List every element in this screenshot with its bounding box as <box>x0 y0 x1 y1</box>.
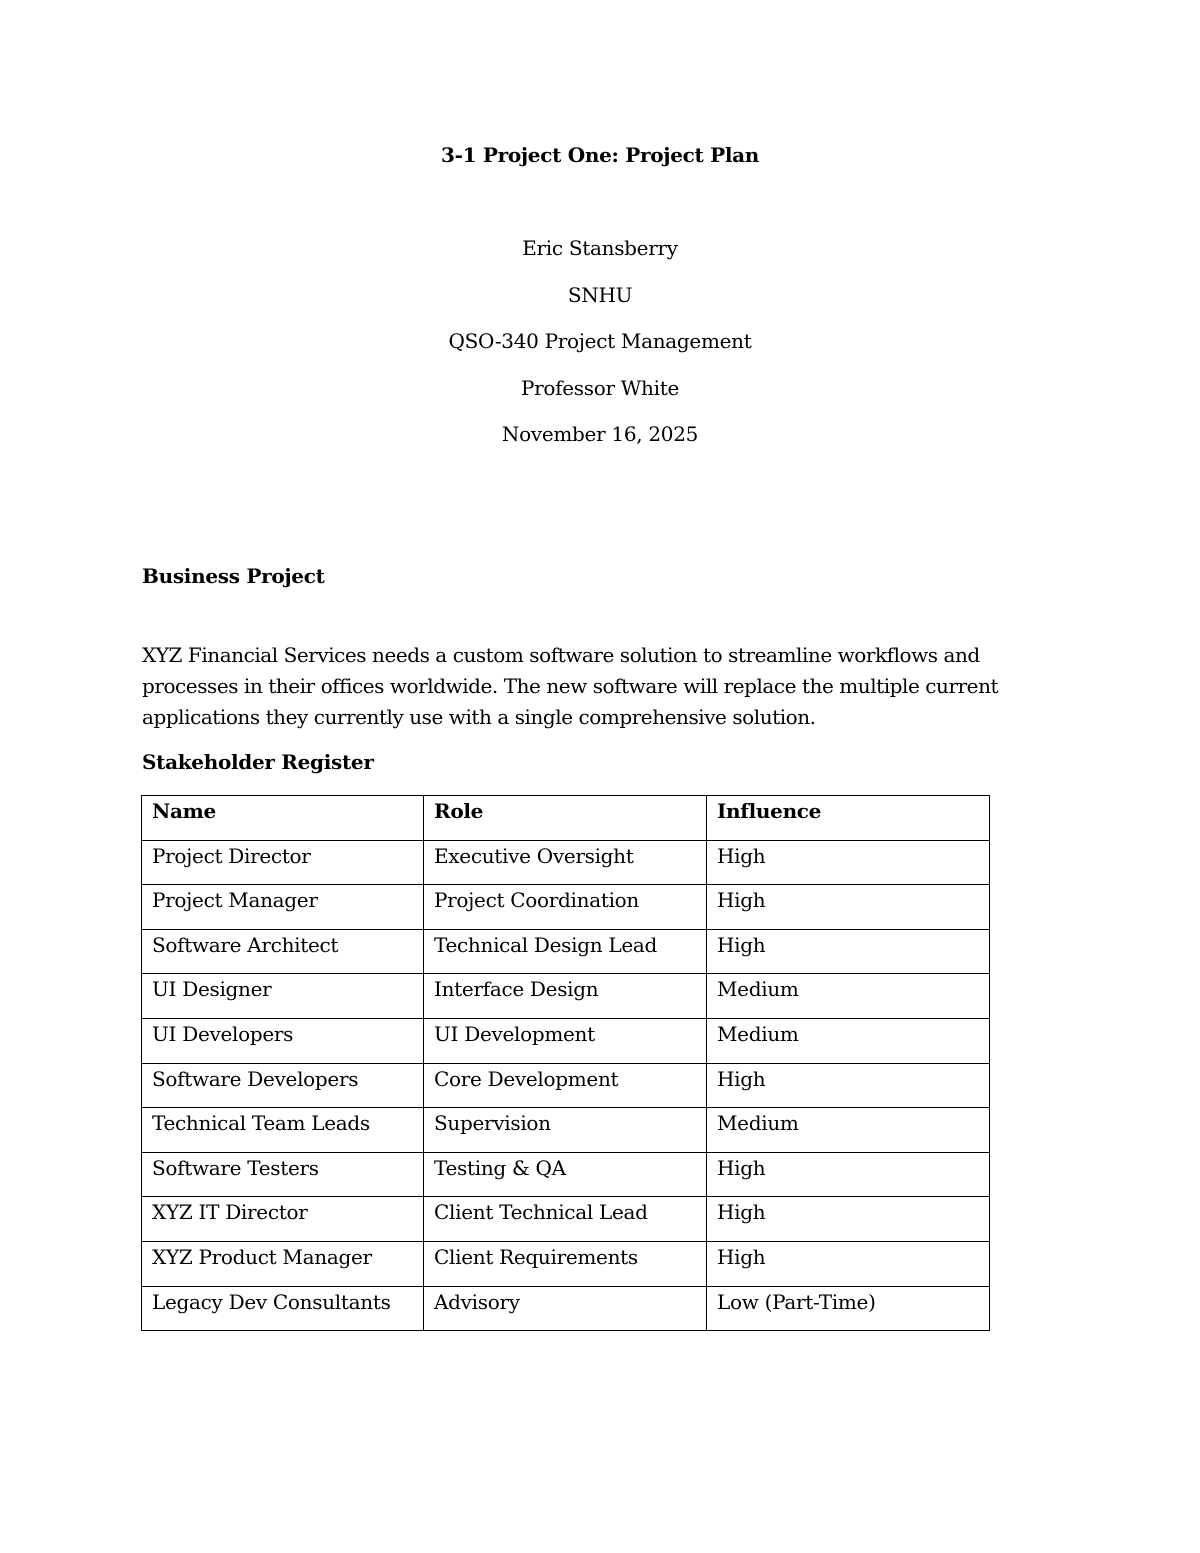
business-project-paragraph: XYZ Financial Services needs a custom software solution to streamline workflows and processes in their offices worldwide. The new software will replace the multiple current applications they currently use with a single comprehensive solution. <box>142 643 999 729</box>
cell-influence: High <box>707 885 990 930</box>
table-row <box>142 885 990 930</box>
cell-name: XYZ Product Manager <box>142 1241 424 1286</box>
table-header-row <box>142 796 990 841</box>
cell-name: UI Designer <box>142 974 424 1019</box>
cell-name: Legacy Dev Consultants <box>142 1286 424 1331</box>
document-date: November 16, 2025 <box>501 422 699 446</box>
business-project-heading: Business Project <box>142 564 325 588</box>
cell-influence: High <box>707 1063 990 1108</box>
cell-role: Advisory <box>424 1286 707 1331</box>
cell-role: Project Coordination <box>424 885 707 930</box>
table-row <box>142 1152 990 1197</box>
cell-name: Software Architect <box>142 929 424 974</box>
table-row <box>142 1108 990 1153</box>
cell-influence: Medium <box>707 1018 990 1063</box>
cell-name: Software Testers <box>142 1152 424 1197</box>
cell-influence: Low (Part-Time) <box>707 1286 990 1331</box>
table-row <box>142 1241 990 1286</box>
cell-role: Testing & QA <box>424 1152 707 1197</box>
table-row <box>142 1286 990 1331</box>
cell-role: Client Technical Lead <box>424 1197 707 1242</box>
table-row <box>142 1197 990 1242</box>
column-header-influence: Influence <box>707 796 990 841</box>
cell-name: Project Manager <box>142 885 424 930</box>
cell-influence: Medium <box>707 1108 990 1153</box>
table-row <box>142 1063 990 1108</box>
stakeholder-register-heading: Stakeholder Register <box>142 750 374 774</box>
stakeholder-table <box>141 795 990 1331</box>
table-row <box>142 840 990 885</box>
cell-role: UI Development <box>424 1018 707 1063</box>
cell-role: Client Requirements <box>424 1241 707 1286</box>
cell-influence: Medium <box>707 974 990 1019</box>
cell-influence: High <box>707 1241 990 1286</box>
table-row <box>142 929 990 974</box>
cell-name: Project Director <box>142 840 424 885</box>
column-header-role: Role <box>424 796 707 841</box>
cell-role: Technical Design Lead <box>424 929 707 974</box>
cell-role: Supervision <box>424 1108 707 1153</box>
cell-role: Interface Design <box>424 974 707 1019</box>
column-header-name: Name <box>142 796 424 841</box>
cell-name: Software Developers <box>142 1063 424 1108</box>
cell-name: UI Developers <box>142 1018 424 1063</box>
institution-name: SNHU <box>567 283 633 307</box>
cell-name: XYZ IT Director <box>142 1197 424 1242</box>
cell-name: Technical Team Leads <box>142 1108 424 1153</box>
course-name: QSO-340 Project Management <box>448 329 752 353</box>
instructor-name: Professor White <box>521 376 679 400</box>
cell-influence: High <box>707 929 990 974</box>
table-row <box>142 974 990 1019</box>
cell-influence: High <box>707 1152 990 1197</box>
cell-influence: High <box>707 1197 990 1242</box>
author-name: Eric Stansberry <box>522 236 678 260</box>
cell-role: Executive Oversight <box>424 840 707 885</box>
document-title: 3-1 Project One: Project Plan <box>440 143 760 167</box>
cell-role: Core Development <box>424 1063 707 1108</box>
table-row <box>142 1018 990 1063</box>
cell-influence: High <box>707 840 990 885</box>
